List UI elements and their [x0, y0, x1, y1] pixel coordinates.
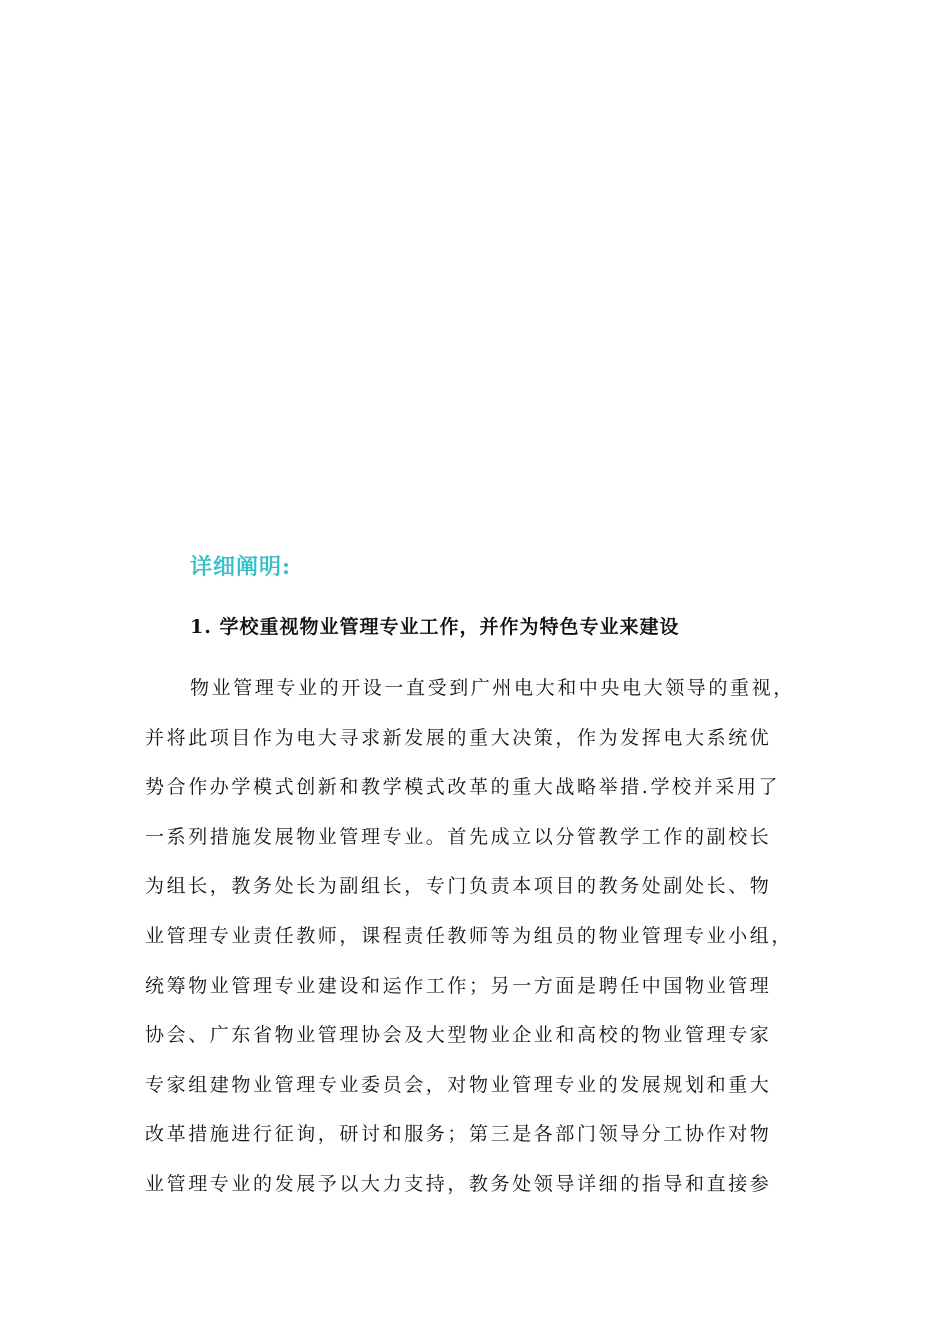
- paragraph-line: 协会、广东省物业管理协会及大型物业企业和高校的物业管理专家: [145, 1024, 772, 1047]
- paragraph-line: 势合作办学模式创新和教学模式改革的重大战略举措.学校并采用了: [145, 776, 781, 799]
- paragraph-line: 并将此项目作为电大寻求新发展的重大决策，作为发挥电大系统优: [145, 726, 772, 749]
- paragraph-line: 一系列措施发展物业管理专业。首先成立以分管教学工作的副校长: [145, 825, 772, 848]
- paragraph-line: 为组长，教务处长为副组长，专门负责本项目的教务处副处长、物: [145, 875, 772, 898]
- body-paragraph: [145, 672, 825, 1218]
- paragraph-line: 统筹物业管理专业建设和运作工作；另一方面是聘任中国物业管理: [145, 974, 772, 997]
- section-heading: 详细阐明:: [190, 554, 292, 580]
- paragraph-line: 物业管理专业的开设一直受到广州电大和中央电大领导的重视，: [190, 677, 795, 699]
- paragraph-line: 专家组建物业管理专业委员会，对物业管理专业的发展规划和重大: [145, 1073, 772, 1096]
- subsection-heading: 1. 学校重视物业管理专业工作，并作为特色专业来建设: [190, 616, 680, 638]
- paragraph-line: 改革措施进行征询，研讨和服务；第三是各部门领导分工协作对物: [145, 1123, 772, 1146]
- paragraph-line: 业管理专业的发展予以大力支持，教务处领导详细的指导和直接参: [145, 1172, 772, 1195]
- paragraph-line: 业管理专业责任教师，课程责任教师等为组员的物业管理专业小组，: [145, 924, 794, 947]
